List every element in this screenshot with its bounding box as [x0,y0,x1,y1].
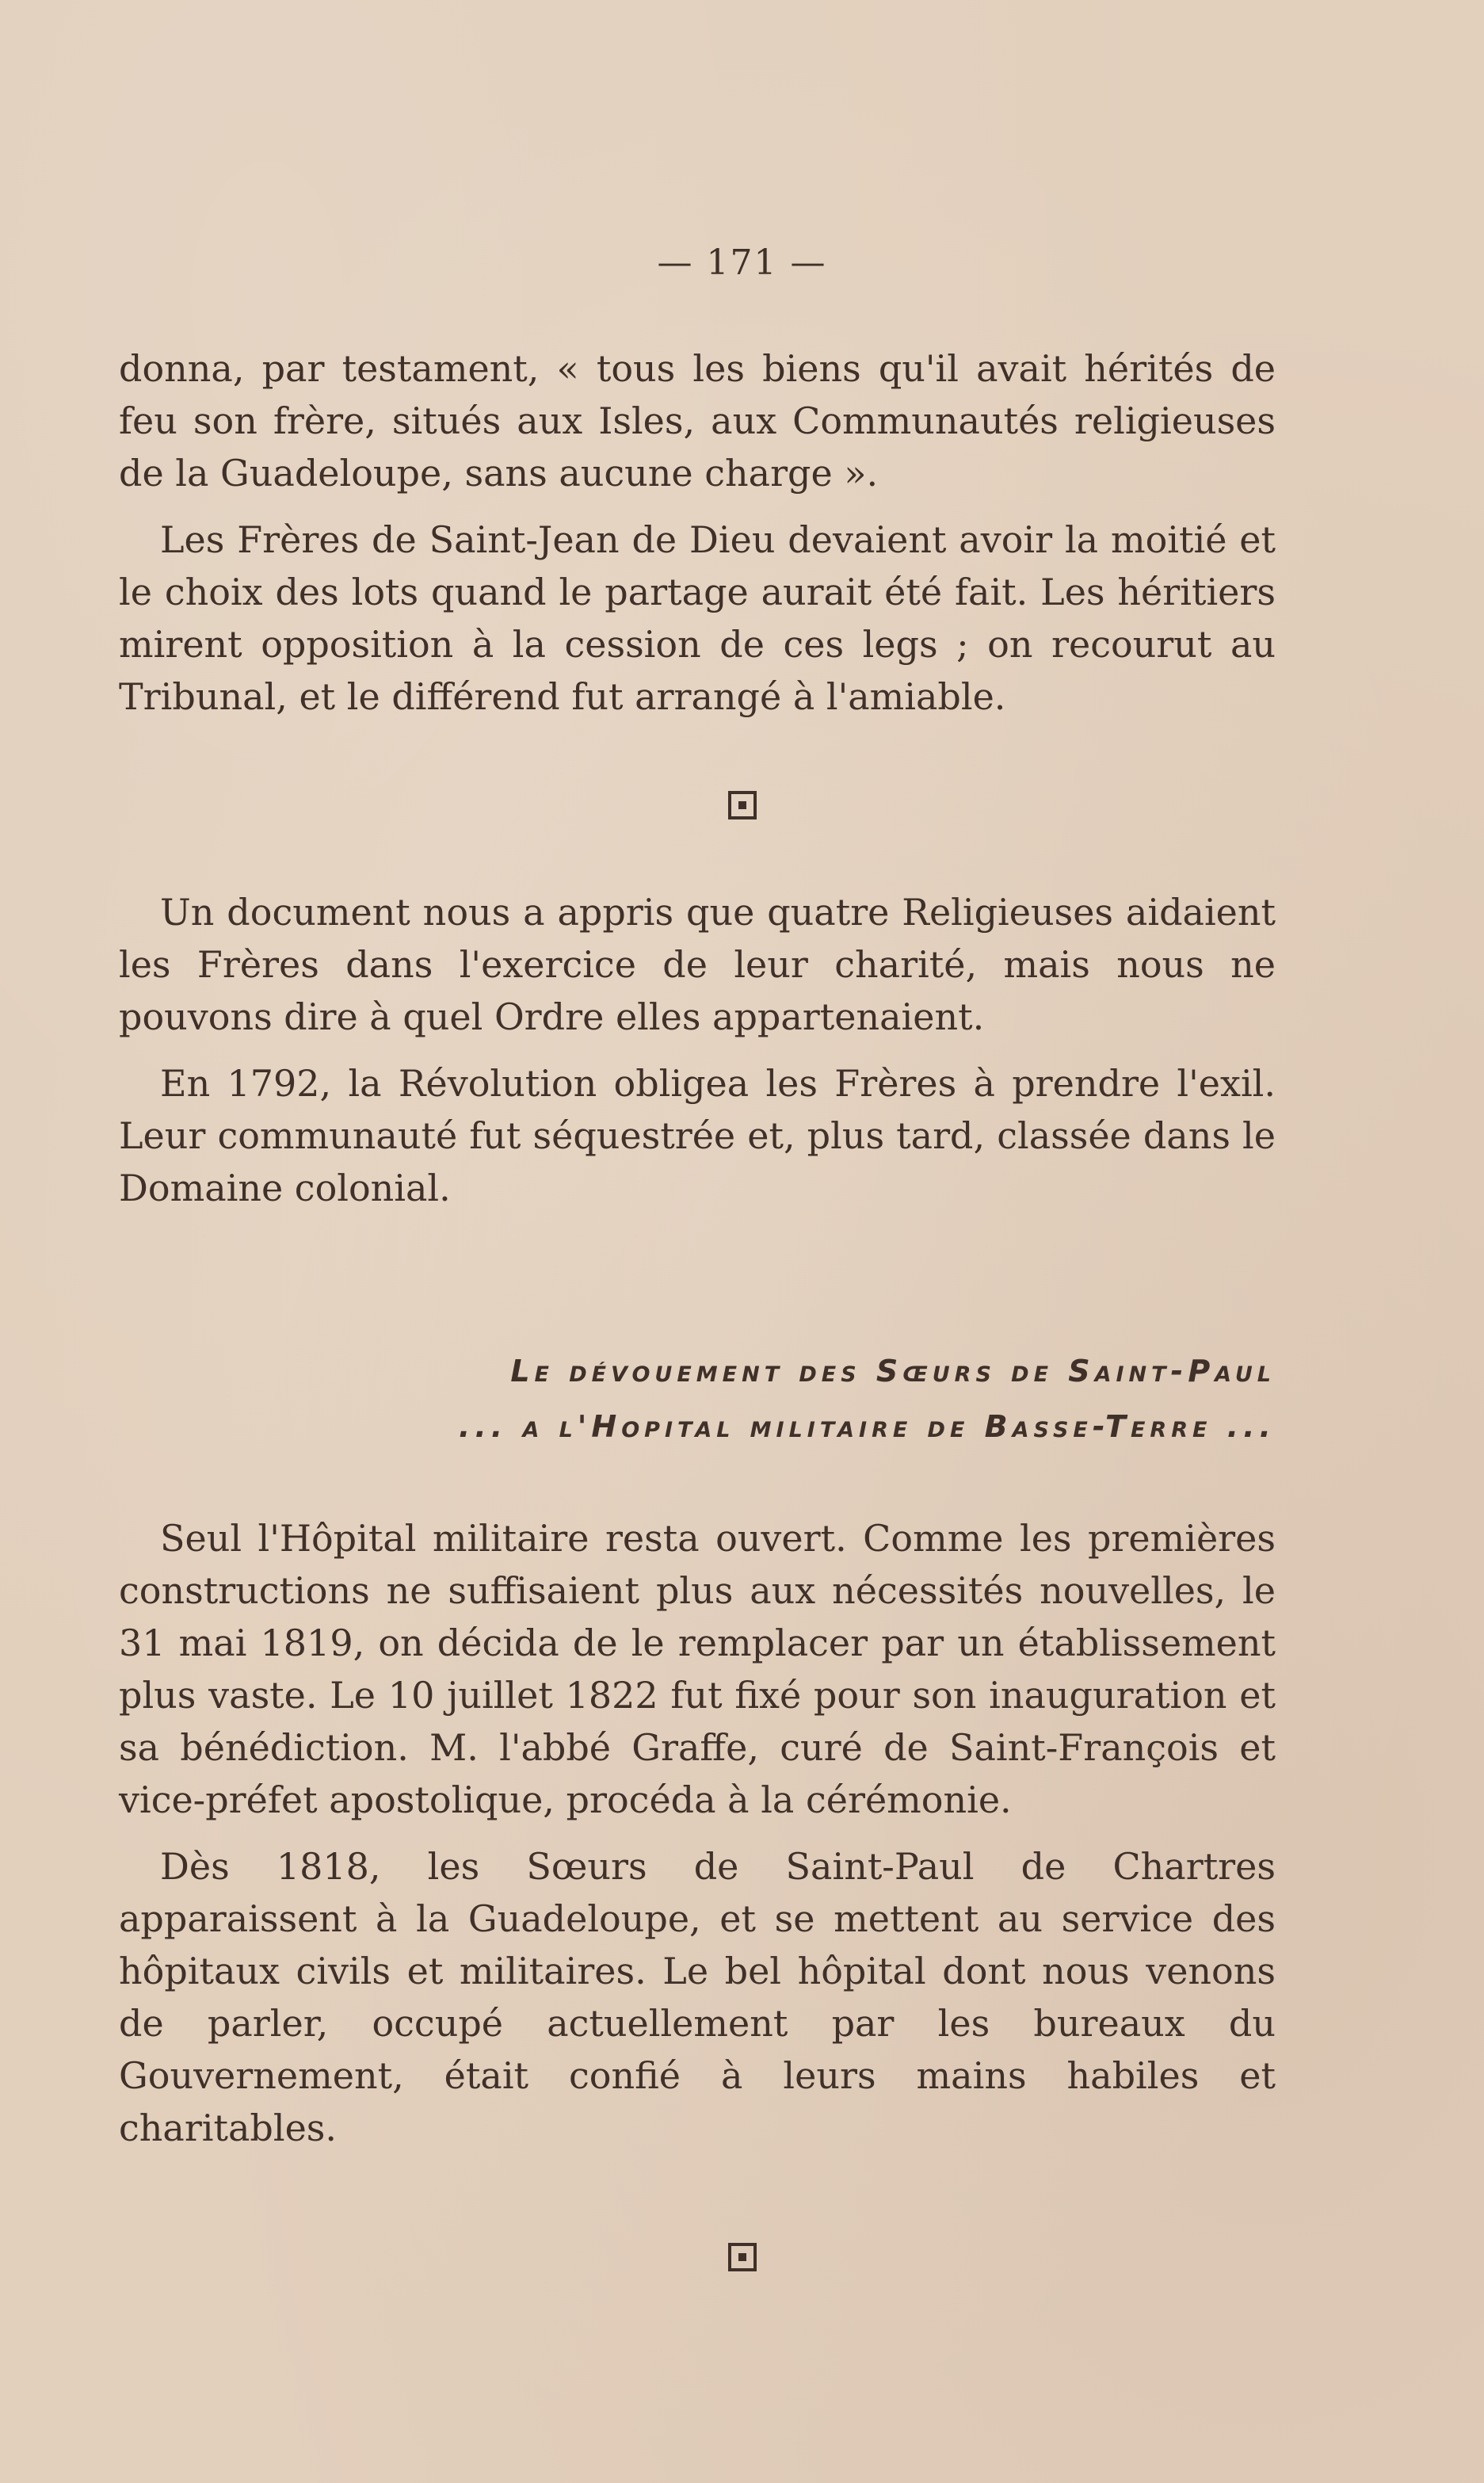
paragraph: En 1792, la Révolution obligea les Frères à prendre l'exil. Leur communauté fut séquestrée et, plus tard, classée dans le Domaine colonial. [119,1062,1276,1209]
square-ornament-icon [0,2243,1484,2277]
paragraph: Un document nous a appris que quatre Religieuses aidaient les Frères dans l'exercice de leur charité, mais nous ne pouvons dire à quel Ordre elles appartenaient. [119,891,1276,1038]
text-block-1 [119,342,1276,737]
paragraph: donna, par testament, « tous les biens qu'il avait hérités de feu son frère, situés aux Isles, aux Communautés religieuses de la Guadeloupe, sans aucune charge ». [119,347,1276,495]
section-heading-line-1: Le dévouement des Sœurs de Saint-Paul [510,1354,1276,1389]
paragraph: Seul l'Hôpital militaire resta ouvert. Comme les premières constructions ne suffisaient plus aux nécessités nouvelles, le 31 mai 1819, on décida de le remplacer par un établissement plus vaste. Le 10 juillet 1822 fut fixé pour son inauguration et sa bénédiction. M. l'abbé Graffe, curé de Saint-François et vice-préfet apostolique, procéda à la cérémonie. [119,1517,1276,1821]
paragraph: Dès 1818, les Sœurs de Saint-Paul de Chartres apparaissent à la Guadeloupe, et se mettent au service des hôpitaux civils et militaires. Le bel hôpital dont nous venons de parler, occupé actuellement par les bureaux du Gouvernement, était confié à leurs mains habiles et charitables. [119,1845,1276,2149]
square-ornament-icon [0,791,1484,825]
text-block-2 [119,886,1276,1228]
paragraph: Les Frères de Saint-Jean de Dieu devaient avoir la moitié et le choix des lots quand le partage aurait été fait. Les héritiers mirent opposition à la cession de ces legs ; on recourut au Tribunal, et le différend fut arrangé à l'amiable. [119,518,1276,718]
section-heading-line-2: ... a l'Hopital militaire de Basse-Terre ... [458,1409,1276,1444]
page-number: — 171 — [657,243,827,283]
text-block-3 [119,1512,1276,2168]
